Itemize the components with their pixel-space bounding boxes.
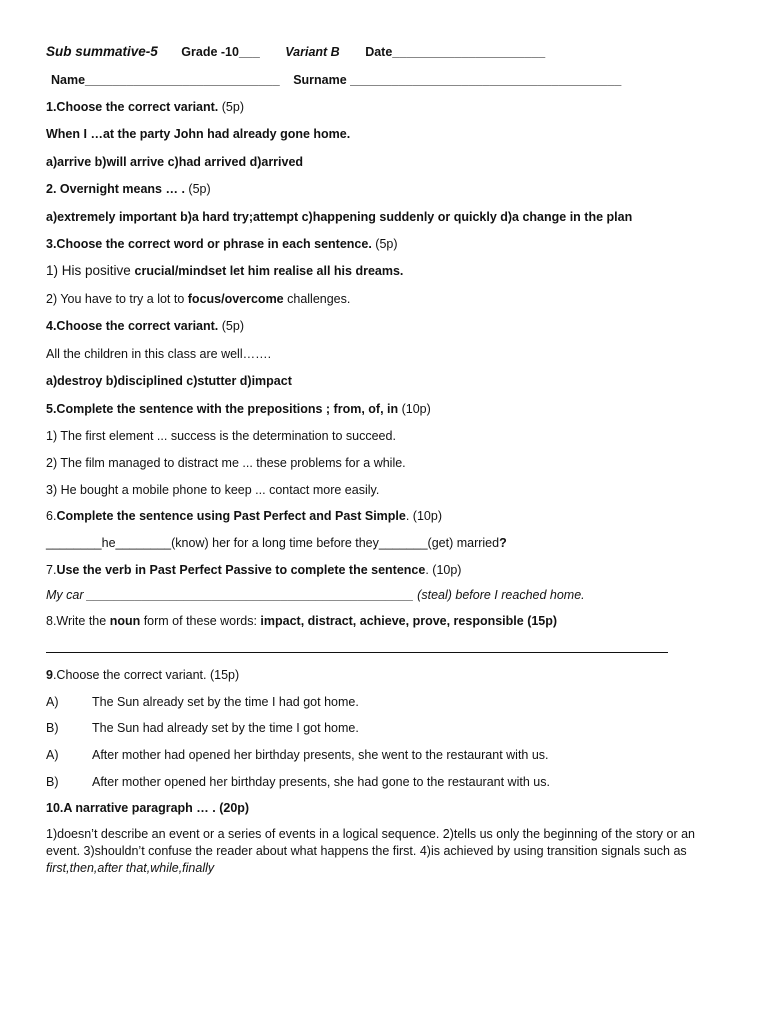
q5-sentence-3: 3) He bought a mobile phone to keep ... contact more easily. (46, 483, 380, 497)
q9-heading: 9.Choose the correct variant. (15p) (46, 668, 240, 682)
q7-sentence: My car _______________________________________________ (steal) before I reached home. (46, 588, 585, 602)
q5-sentence-2: 2) The film managed to distract me ... these problems for a while. (46, 456, 406, 470)
q8-heading: 8.Write the noun form of these words: impact, distract, achieve, prove, responsible (15p) (46, 614, 558, 628)
q10-options-line-3: first,then,after that,while,finally (46, 861, 215, 875)
q10-options-line-2: event. 3)shouldn’t confuse the reader about what happens the first. 4)is achieved by using transition signals such as (46, 844, 687, 858)
q8-answer-line (46, 652, 668, 653)
q10-heading: 10.A narrative paragraph … . (20p) (46, 801, 250, 815)
variant-label: Variant B (285, 45, 340, 59)
q9-option: A) After mother had opened her birthday presents, she went to the restaurant with us. (46, 748, 549, 762)
q7-heading: 7.Use the verb in Past Perfect Passive to complete the sentence. (10p) (46, 563, 462, 577)
q5-heading: 5.Complete the sentence with the prepositions ; from, of, in (10p) (46, 402, 431, 416)
q9-option: A) The Sun already set by the time I had got home. (46, 695, 359, 709)
q3-sentence-1: 1) His positive crucial/mindset let him realise all his dreams. (46, 263, 404, 278)
q4-options: a)destroy b)disciplined c)stutter d)impact (46, 374, 292, 388)
q2-heading: 2. Overnight means … . (5p) (46, 182, 211, 196)
surname-field: Surname _______________________________________ (293, 73, 622, 87)
date-field: Date______________________ (365, 45, 546, 59)
q1-options: a)arrive b)will arrive c)had arrived d)arrived (46, 155, 304, 169)
q4-heading: 4.Choose the correct variant. (5p) (46, 319, 244, 333)
q2-options: a)extremely important b)a hard try;attempt c)happening suddenly or quickly d)a change in the plan (46, 210, 633, 224)
name-line (51, 72, 621, 88)
name-field: Name____________________________ (51, 73, 280, 87)
q10-options-line-1: 1)doesn’t describe an event or a series of events in a logical sequence. 2)tells us only the beginning of the story or an (46, 827, 695, 841)
q1-heading: 1.Choose the correct variant. (5p) (46, 100, 244, 114)
q6-heading: 6.Complete the sentence using Past Perfect and Past Simple. (10p) (46, 509, 442, 523)
q9-option: B) After mother opened her birthday presents, she had gone to the restaurant with us. (46, 775, 550, 789)
q6-sentence: ________he________(know) her for a long time before they_______(get) married? (46, 536, 507, 550)
q4-sentence: All the children in this class are well……. (46, 347, 272, 361)
q9-option: B) The Sun had already set by the time I got home. (46, 721, 359, 735)
q5-sentence-1: 1) The first element ... success is the determination to succeed. (46, 429, 396, 443)
q3-sentence-2: 2) You have to try a lot to focus/overcome challenges. (46, 292, 351, 306)
grade-field: Grade -10___ (181, 45, 260, 59)
doc-title: Sub summative-5 (46, 44, 158, 59)
q1-sentence: When I …at the party John had already gone home. (46, 127, 351, 141)
header-line (46, 44, 567, 60)
q3-heading: 3.Choose the correct word or phrase in each sentence. (5p) (46, 237, 398, 251)
